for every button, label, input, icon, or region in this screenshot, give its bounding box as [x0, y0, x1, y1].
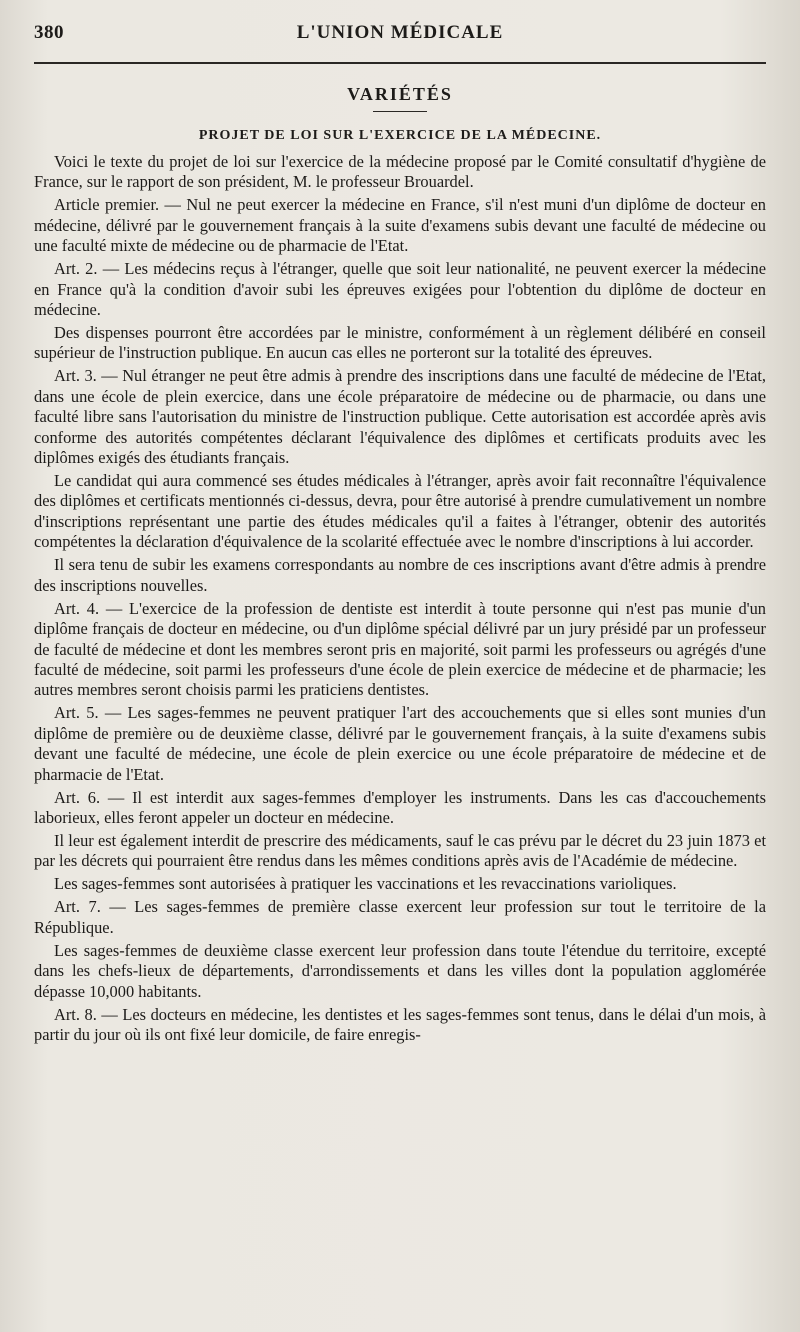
page-number: 380 — [34, 22, 64, 43]
paragraph-article-3-examens: Il sera tenu de subir les examens correspondants au nombre de ces inscriptions avant d'être admis à prendre des inscriptions nouvelles. — [34, 555, 766, 595]
running-title: L'UNION MÉDICALE — [296, 22, 504, 43]
paragraph-article-6-medicaments: Il leur est également interdit de prescrire des médicaments, sauf le cas prévu par le décret du 23 juin 1873 et par les décrets qui pourraient être rendus dans les mêmes conditions après avis de l'Académie de médecine. — [34, 830, 766, 871]
paragraph-article-2: Art. 2. — Les médecins reçus à l'étranger, quelle que soit leur nationalité, ne peuvent exercer la médecine en France qu'à la condition d'avoir subi les épreuves exigées pour l'obtention du diplôme de docteur en médecine. — [34, 259, 766, 320]
paragraph-article-1: Article premier. — Nul ne peut exercer la médecine en France, s'il n'est muni d'un diplôme de docteur en médecine, délivré par le gouvernement français à la suite d'examens subis devant une faculté de médecine ou une faculté mixte de médecine ou de pharmacie de l'Etat. — [34, 195, 766, 256]
paragraph-article-6: Art. 6. — Il est interdit aux sages-femmes d'employer les instruments. Dans les cas d'accouchements laborieux, elles feront appeler un docteur en médecine. — [34, 787, 766, 827]
paragraph-intro: Voici le texte du projet de loi sur l'exercice de la médecine proposé par le Comité consultatif d'hygiène de France, sur le rapport de son président, M. le professeur Brouardel. — [34, 152, 766, 192]
article-title: PROJET DE LOI SUR L'EXERCICE DE LA MÉDECINE. — [198, 128, 602, 143]
paragraph-article-3-candidat: Le candidat qui aura commencé ses études médicales à l'étranger, après avoir fait reconnaître l'équivalence des diplômes et certificats mentionnés ci-dessus, devra, pour être autorisé à prendre cumulativement un nombre d'inscriptions représentant une partie des études médicales qu'il a faites à l'étranger, obtenir des autorités compétentes la déclaration d'équivalence de la scolarité effectuée avec le nombre d'inscriptions à lui accorder. — [34, 471, 766, 552]
paragraph-article-2-dispenses: Des dispenses pourront être accordées par le ministre, conformément à un règlement délibéré en conseil supérieur de l'instruction publique. En aucun cas elles ne porteront sur la totalité des épreuves. — [34, 323, 766, 363]
paragraph-article-3: Art. 3. — Nul étranger ne peut être admis à prendre des inscriptions dans une faculté de médecine de l'Etat, dans une école de plein exercice, dans une école préparatoire de médecine ou de pharmacie, ou dans une faculté libre sans l'autorisation du ministre de l'instruction publique. Cette autorisation est accordée après avis conforme des autorités compétentes déclarant l'équivalence des diplômes et certificats produits avec les diplômes exigés des étudiants français. — [34, 366, 766, 468]
article-body — [34, 152, 766, 1045]
paragraph-article-7-deuxieme-classe: Les sages-femmes de deuxième classe exercent leur profession dans toute l'étendue du territoire, excepté dans les chefs-lieux de départements, d'arrondissements et dans les villes dont la population agglomérée dépasse 10,000 habitants. — [34, 940, 766, 1001]
header-rule — [34, 62, 766, 64]
paragraph-article-6-vaccinations: Les sages-femmes sont autorisées à pratiquer les vaccinations et les revaccinations varioliques. — [54, 874, 677, 894]
section-title: VARIÉTÉS — [347, 84, 453, 104]
section-divider — [373, 111, 427, 112]
paragraph-article-8: Art. 8. — Les docteurs en médecine, les dentistes et les sages-femmes sont tenus, dans le délai d'un mois, à partir du jour où ils ont fixé leur domicile, de faire enregis- — [34, 1004, 766, 1044]
page-header — [34, 22, 766, 56]
paragraph-article-4: Art. 4. — L'exercice de la profession de dentiste est interdit à toute personne qui n'est pas munie d'un diplôme français de docteur en médecine, ou d'un diplôme spécial délivré par un jury présidé par un professeur de faculté de médecine et dont les membres seront pris en majorité, soit parmi les professeurs ou agrégés d'une faculté de médecine, soit parmi les professeurs d'une école de plein exercice de médecine et de pharmacie; les autres membres seront choisis parmi les praticiens dentistes. — [34, 598, 766, 700]
paragraph-article-5: Art. 5. — Les sages-femmes ne peuvent pratiquer l'art des accouchements que si elles sont munies d'un diplôme de première ou de deuxième classe, délivré par le gouvernement français, à la suite d'examens subis devant une faculté de médecine, une école de plein exercice ou une école préparatoire de médecine et de pharmacie de l'Etat. — [34, 703, 766, 784]
paragraph-article-7: Art. 7. — Les sages-femmes de première classe exercent leur profession sur tout le territoire de la République. — [34, 897, 766, 937]
